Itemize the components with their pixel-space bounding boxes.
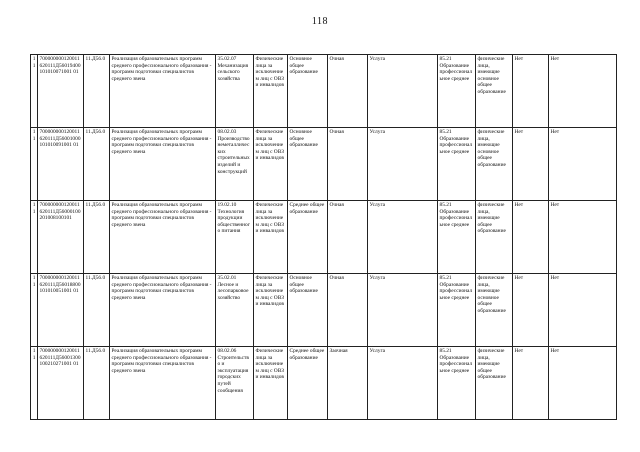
service-code-cell: 11.Д56.0 <box>84 201 110 274</box>
table-row <box>31 274 617 347</box>
program-description-cell: Реализация образовательных программ среднего профессионального образования - программ подготовки специалистов среднего звена <box>110 128 216 201</box>
recipients-cell: физические лица, имеющие основное общее образование <box>476 55 513 128</box>
flag-2-cell: Нет <box>549 347 617 420</box>
table-row <box>31 55 617 128</box>
registry-code-cell: 700000000120011620111Д56019400101010071001 01 <box>38 55 84 128</box>
recipients-cell: физические лица, имеющие основное общее образование <box>476 274 513 347</box>
program-description-cell: Реализация образовательных программ среднего профессионального образования - программ подготовки специалистов среднего звена <box>110 274 216 347</box>
consumers-cell: Физические лица за исключением лиц с ОВЗ и инвалидов <box>254 274 288 347</box>
education-base-cell: Среднее общее образование <box>288 201 328 274</box>
recipients-cell: физические лица, имеющие основное общее образование <box>476 128 513 201</box>
row-number: 11 <box>31 347 38 420</box>
row-number: 11 <box>31 274 38 347</box>
study-form-cell: Очная <box>328 128 368 201</box>
service-code-cell: 11.Д56.0 <box>84 55 110 128</box>
service-code-cell: 11.Д56.0 <box>84 128 110 201</box>
consumers-cell: Физические лица за исключением лиц с ОВЗ и инвалидов <box>254 347 288 420</box>
service-code-cell: 11.Д56.0 <box>84 274 110 347</box>
study-form-cell: Очная <box>328 55 368 128</box>
table-row <box>31 201 617 274</box>
flag-1-cell: Нет <box>513 201 549 274</box>
recipients-cell: физические лица, имеющие общее образование <box>476 201 513 274</box>
flag-2-cell: Нет <box>549 274 617 347</box>
okved-cell: 85.21 Образование профессиональное среднее <box>438 274 476 347</box>
specialty-cell: 35.02.01 Лесное и лесопарковое хозяйство <box>216 274 254 347</box>
education-base-cell: Среднее общее образование <box>288 347 328 420</box>
okved-cell: 85.21 Образование профессиональное среднее <box>438 347 476 420</box>
specialty-cell: 08.02.06 Строительство и эксплуатация городских путей сообщения <box>216 347 254 420</box>
flag-2-cell: Нет <box>549 128 617 201</box>
service-type-cell: Услуга <box>368 55 438 128</box>
okved-cell: 85.21 Образование профессиональное среднее <box>438 128 476 201</box>
consumers-cell: Физические лица за исключением лиц с ОВЗ и инвалидов <box>254 128 288 201</box>
service-type-cell: Услуга <box>368 128 438 201</box>
program-description-cell: Реализация образовательных программ среднего профессионального образования - программ подготовки специалистов среднего звена <box>110 347 216 420</box>
flag-2-cell: Нет <box>549 55 617 128</box>
registry-code-cell: 700000000120011620111Д56001300100210271001 01 <box>38 347 84 420</box>
program-description-cell: Реализация образовательных программ среднего профессионального образования - программ подготовки специалистов среднего звена <box>110 201 216 274</box>
flag-2-cell: Нет <box>549 201 617 274</box>
service-type-cell: Услуга <box>368 347 438 420</box>
flag-1-cell: Нет <box>513 274 549 347</box>
study-form-cell: Очная <box>328 201 368 274</box>
consumers-cell: Физические лица за исключением лиц с ОВЗ и инвалидов <box>254 55 288 128</box>
recipients-cell: физические лица, имеющие общее образование <box>476 347 513 420</box>
registry-code-cell: 700000000120011620111Д56018800101010051001 01 <box>38 274 84 347</box>
consumers-cell: Физические лица за исключением лиц с ОВЗ и инвалидов <box>254 201 288 274</box>
row-number: 11 <box>31 128 38 201</box>
education-base-cell: Основное общее образование <box>288 274 328 347</box>
specialty-cell: 35.02.07 Механизация сельского хозяйства <box>216 55 254 128</box>
service-code-cell: 11.Д56.0 <box>84 347 110 420</box>
study-form-cell: Заочная <box>328 347 368 420</box>
flag-1-cell: Нет <box>513 128 549 201</box>
education-base-cell: Основное общее образование <box>288 128 328 201</box>
page-number: 118 <box>311 16 329 27</box>
okved-cell: 85.21 Образование профессиональное среднее <box>438 55 476 128</box>
education-base-cell: Основное общее образование <box>288 55 328 128</box>
table-row <box>31 128 617 201</box>
specialty-cell: 08.02.03 Производство неметаллических строительных изделий и конструкций <box>216 128 254 201</box>
services-registry-table <box>30 54 617 420</box>
row-number: 11 <box>31 201 38 274</box>
row-number: 11 <box>31 55 38 128</box>
registry-code-cell: 700000000120011620111Д56001000101010091001 01 <box>38 128 84 201</box>
registry-body <box>31 55 617 420</box>
registry-code-cell: 700000000120011620111Д56000100201008100101 <box>38 201 84 274</box>
program-description-cell: Реализация образовательных программ среднего профессионального образования - программ подготовки специалистов среднего звена <box>110 55 216 128</box>
service-type-cell: Услуга <box>368 274 438 347</box>
service-type-cell: Услуга <box>368 201 438 274</box>
specialty-cell: 19.02.10 Технология продукции общественного питания <box>216 201 254 274</box>
table-row <box>31 347 617 420</box>
study-form-cell: Очная <box>328 274 368 347</box>
flag-1-cell: Нет <box>513 347 549 420</box>
flag-1-cell: Нет <box>513 55 549 128</box>
okved-cell: 85.21 Образование профессиональное среднее <box>438 201 476 274</box>
